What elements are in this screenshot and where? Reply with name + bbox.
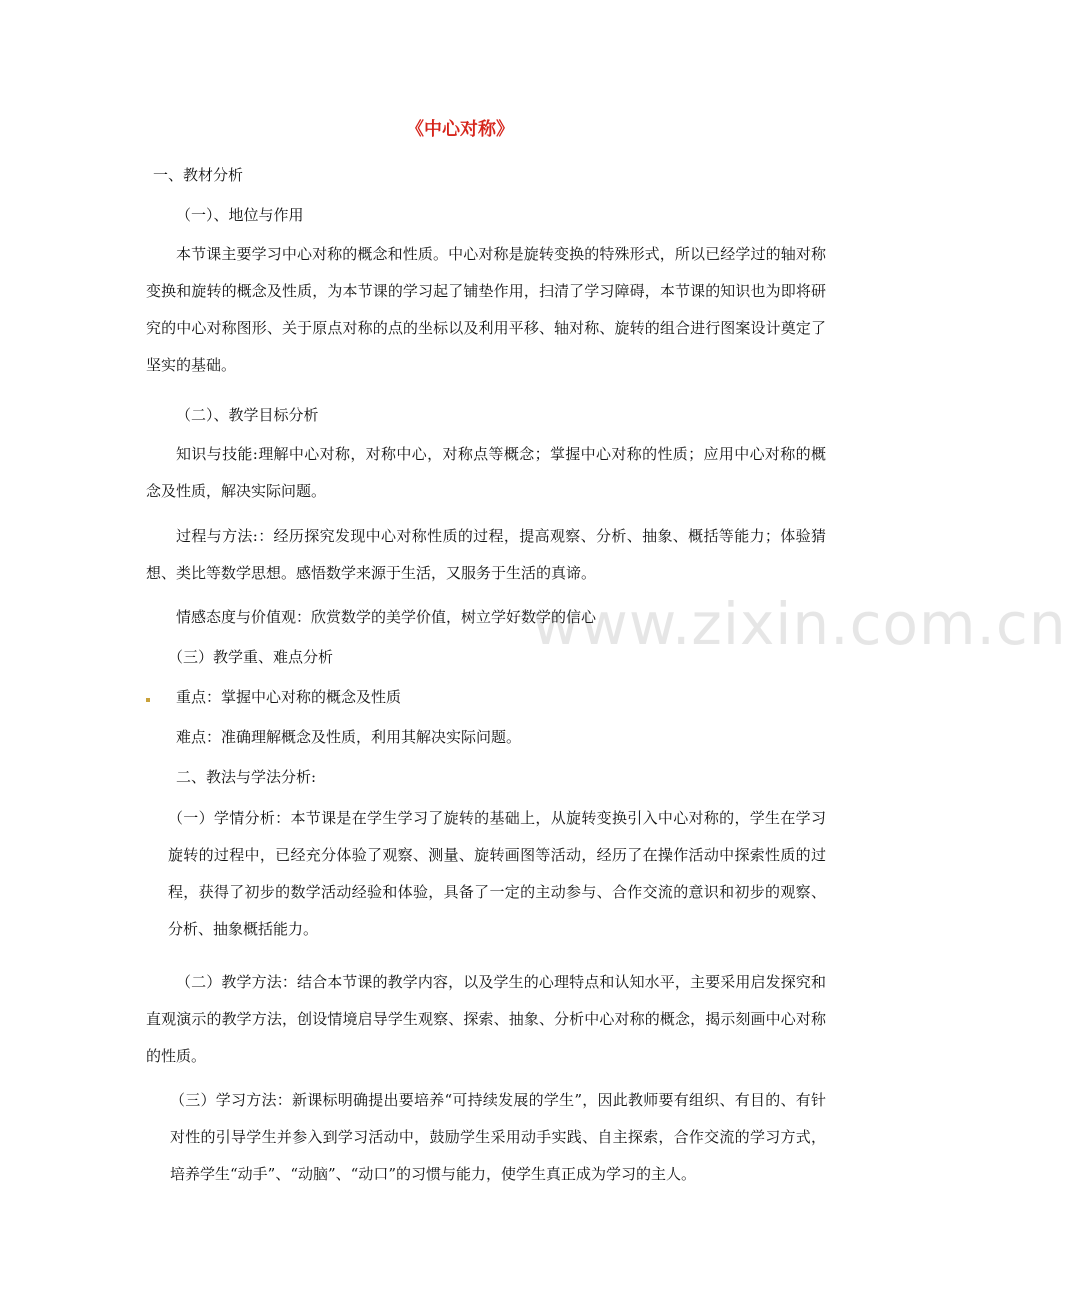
section-2-heading: 二、教法与学法分析: [176, 768, 317, 786]
learning-situation-paragraph: （一）学情分析：本节课是在学生学习了旋转的基础上，从旋转变换引入中心对称的，学生在学习旋转的过程中，已经充分体验了观察、测量、旋转画图等活动，经历了在操作活动中探索性质的过程，获得了初步的数学活动经验和体验，具备了一定的主动参与、合作交流的意识和初步的观察、分析、抽象概括能力。 [168, 809, 826, 938]
document-title: 《中心对称》 [406, 119, 514, 140]
teaching-method-paragraph: （二）教学方法：结合本节课的教学内容，以及学生的心理特点和认知水平，主要采用启发探究和直观演示的教学方法，创设情境启导学生观察、探索、抽象、分析中心对称的概念，揭示刻画中心对称的性质。 [146, 973, 826, 1065]
section-1-3-heading: （三）教学重、难点分析 [168, 648, 334, 666]
bullet-marker [146, 698, 150, 702]
knowledge-skills-paragraph: 知识与技能:理解中心对称，对称中心，对称点等概念；掌握中心对称的性质；应用中心对称的概念及性质，解决实际问题。 [146, 445, 826, 500]
watermark: www.zixin.com.cn [532, 590, 1067, 658]
section-1-2-heading: （二）、教学目标分析 [176, 406, 319, 424]
section-1-1-paragraph: 本节课主要学习中心对称的概念和性质。中心对称是旋转变换的特殊形式，所以已经学过的轴对称变换和旋转的概念及性质，为本节课的学习起了铺垫作用，扫清了学习障碍，本节课的知识也为即将研究的中心对称图形、关于原点对称的点的坐标以及利用平移、轴对称、旋转的组合进行图案设计奠定了坚实的基础。 [146, 245, 826, 374]
key-point-text: 重点：掌握中心对称的概念及性质 [176, 688, 402, 706]
emotion-values-paragraph: 情感态度与价值观：欣赏数学的美学价值，树立学好数学的信心 [176, 608, 597, 626]
process-methods-paragraph: 过程与方法:：经历探究发现中心对称性质的过程，提高观察、分析、抽象、概括等能力；体验猜想、类比等数学思想。感悟数学来源于生活，又服务于生活的真谛。 [146, 527, 826, 582]
learning-method-paragraph: （三）学习方法：新课标明确提出要培养“可持续发展的学生”，因此教师要有组织、有目的、有针对性的引导学生并参入到学习活动中，鼓励学生采用动手实践、自主探索，合作交流的学习方式，培养学生“动手”、“动脑”、“动口”的习惯与能力，使学生真正成为学习的主人。 [170, 1091, 826, 1183]
section-1-1-heading: （一）、地位与作用 [176, 206, 304, 224]
difficult-point-text: 难点：准确理解概念及性质，利用其解决实际问题。 [176, 728, 522, 746]
section-1-heading: 一、教材分析 [153, 166, 244, 184]
